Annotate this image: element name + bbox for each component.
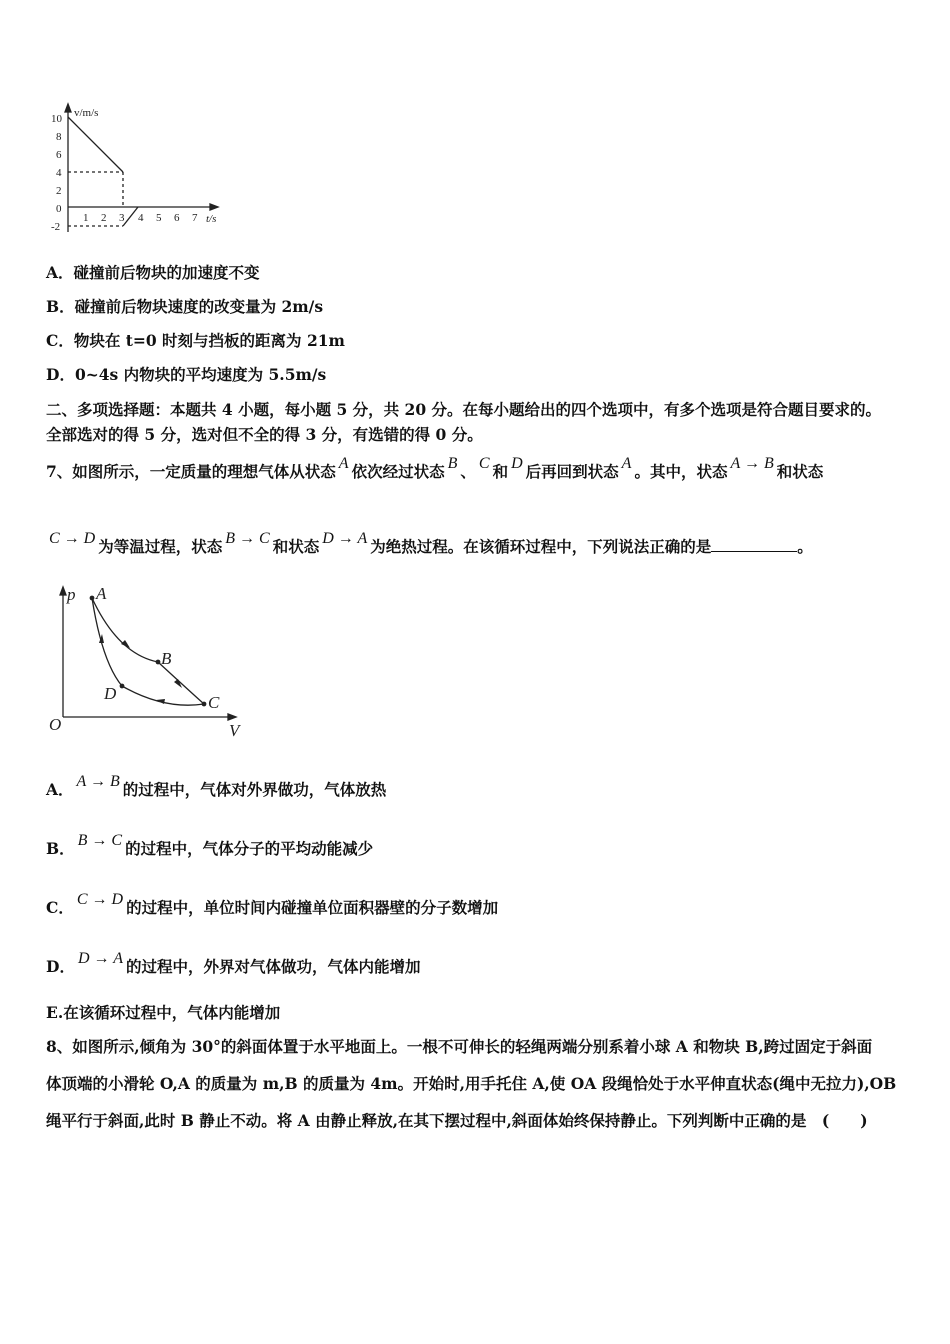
- pv-label-d: D: [104, 684, 117, 703]
- process-ab: A → B: [730, 455, 774, 472]
- q7-option-e: E.在该循环过程中，气体内能增加: [46, 1003, 281, 1022]
- pv-cycle-graph: [46, 582, 256, 742]
- state-a: A: [338, 455, 349, 472]
- y-tick: 10: [51, 113, 62, 125]
- y-tick: 4: [56, 167, 62, 179]
- pv-label-b: B: [161, 649, 172, 668]
- x-tick: 7: [192, 212, 198, 224]
- pv-arrow-ab: [121, 640, 130, 648]
- section2-heading-line2: 全部选对的得 5 分，选对但不全的得 3 分，有选错的得 0 分。: [46, 425, 483, 444]
- q6-option-c: C．物块在 t=0 时刻与挡板的距离为 21m: [46, 331, 345, 350]
- graph1-rebound-line: [123, 207, 138, 226]
- q8-line1: 8、如图所示,倾角为 30°的斜面体置于水平地面上。一根不可伸长的轻绳两端分别系着小球 A 和物块 B,跨过固定于斜面: [46, 1037, 873, 1056]
- y-tick: 8: [56, 131, 62, 143]
- process-cd: C → D: [49, 530, 96, 547]
- q7-option-a: A． A → B 的过程中，气体对外界做功，气体放热: [46, 773, 387, 799]
- state-a-return: A: [621, 455, 632, 472]
- pv-label-a: A: [96, 584, 107, 603]
- q6-option-a: A．碰撞前后物块的加速度不变: [46, 263, 260, 282]
- y-tick: -2: [51, 221, 61, 233]
- y-tick: 2: [56, 185, 62, 197]
- pv-curve-da: [92, 598, 122, 686]
- pv-curve-ab: [92, 598, 158, 662]
- pv-label-p: p: [67, 585, 76, 604]
- q7-option-b: B． B → C 的过程中，气体分子的平均动能减少: [46, 832, 374, 858]
- process-da: D → A: [322, 530, 368, 547]
- x-tick: 6: [174, 212, 180, 224]
- velocity-time-graph: [46, 100, 236, 240]
- pv-label-o: O: [49, 715, 62, 734]
- x-tick: 4: [138, 212, 144, 224]
- process-bc: B → C: [225, 530, 270, 547]
- q7-option-d: D． D → A 的过程中，外界对气体做功，气体内能增加: [46, 950, 421, 976]
- pv-label-v: V: [229, 721, 240, 740]
- graph1-x-label: t/s: [206, 213, 217, 225]
- pv-curve-bc: [158, 662, 204, 704]
- section2-heading-line1: 二、多项选择题：本题共 4 小题，每小题 5 分，共 20 分。在每小题给出的四个选项中，有多个选项是符合题目要求的。: [46, 400, 882, 419]
- q6-option-b: B．碰撞前后物块速度的改变量为 2m/s: [46, 297, 324, 316]
- q8-line2: 体顶端的小滑轮 O,A 的质量为 m,B 的质量为 4m。开始时,用手托住 A,使 OA 段绳恰处于水平伸直状态(绳中无拉力),OB: [46, 1074, 897, 1093]
- pv-label-c: C: [208, 693, 220, 712]
- state-b: B: [447, 455, 458, 472]
- y-tick: 6: [56, 149, 62, 161]
- q6-option-d: D．0~4s 内物块的平均速度为 5.5m/s: [46, 365, 327, 384]
- x-tick: 3: [119, 212, 125, 224]
- x-tick: 5: [156, 212, 162, 224]
- q7-stem-line2: C → D 为等温过程，状态 B → C 和状态 D → A 为绝热过程。在该循环过程中，下列说法正确的是 。: [49, 530, 813, 556]
- state-c: C: [478, 455, 490, 472]
- graph1-velocity-line: [68, 117, 123, 172]
- q7-option-c: C． C → D 的过程中，单位时间内碰撞单位面积器壁的分子数增加: [46, 891, 499, 917]
- q7-stem-line1: 7、如图所示，一定质量的理想气体从状态 A 依次经过状态 B 、 C 和 D 后再回到状态 A 。其中，状态 A → B 和状态: [46, 455, 824, 481]
- answer-blank: [711, 537, 797, 552]
- x-tick: 1: [83, 212, 89, 224]
- y-tick: 0: [56, 203, 62, 215]
- q8-line3: 绳平行于斜面,此时 B 静止不动。将 A 由静止释放,在其下摆过程中,斜面体始终保持静止。下列判断中正确的是 ( ): [46, 1111, 868, 1130]
- graph1-y-label: v/m/s: [74, 107, 99, 119]
- x-tick: 2: [101, 212, 107, 224]
- state-d: D: [511, 455, 523, 472]
